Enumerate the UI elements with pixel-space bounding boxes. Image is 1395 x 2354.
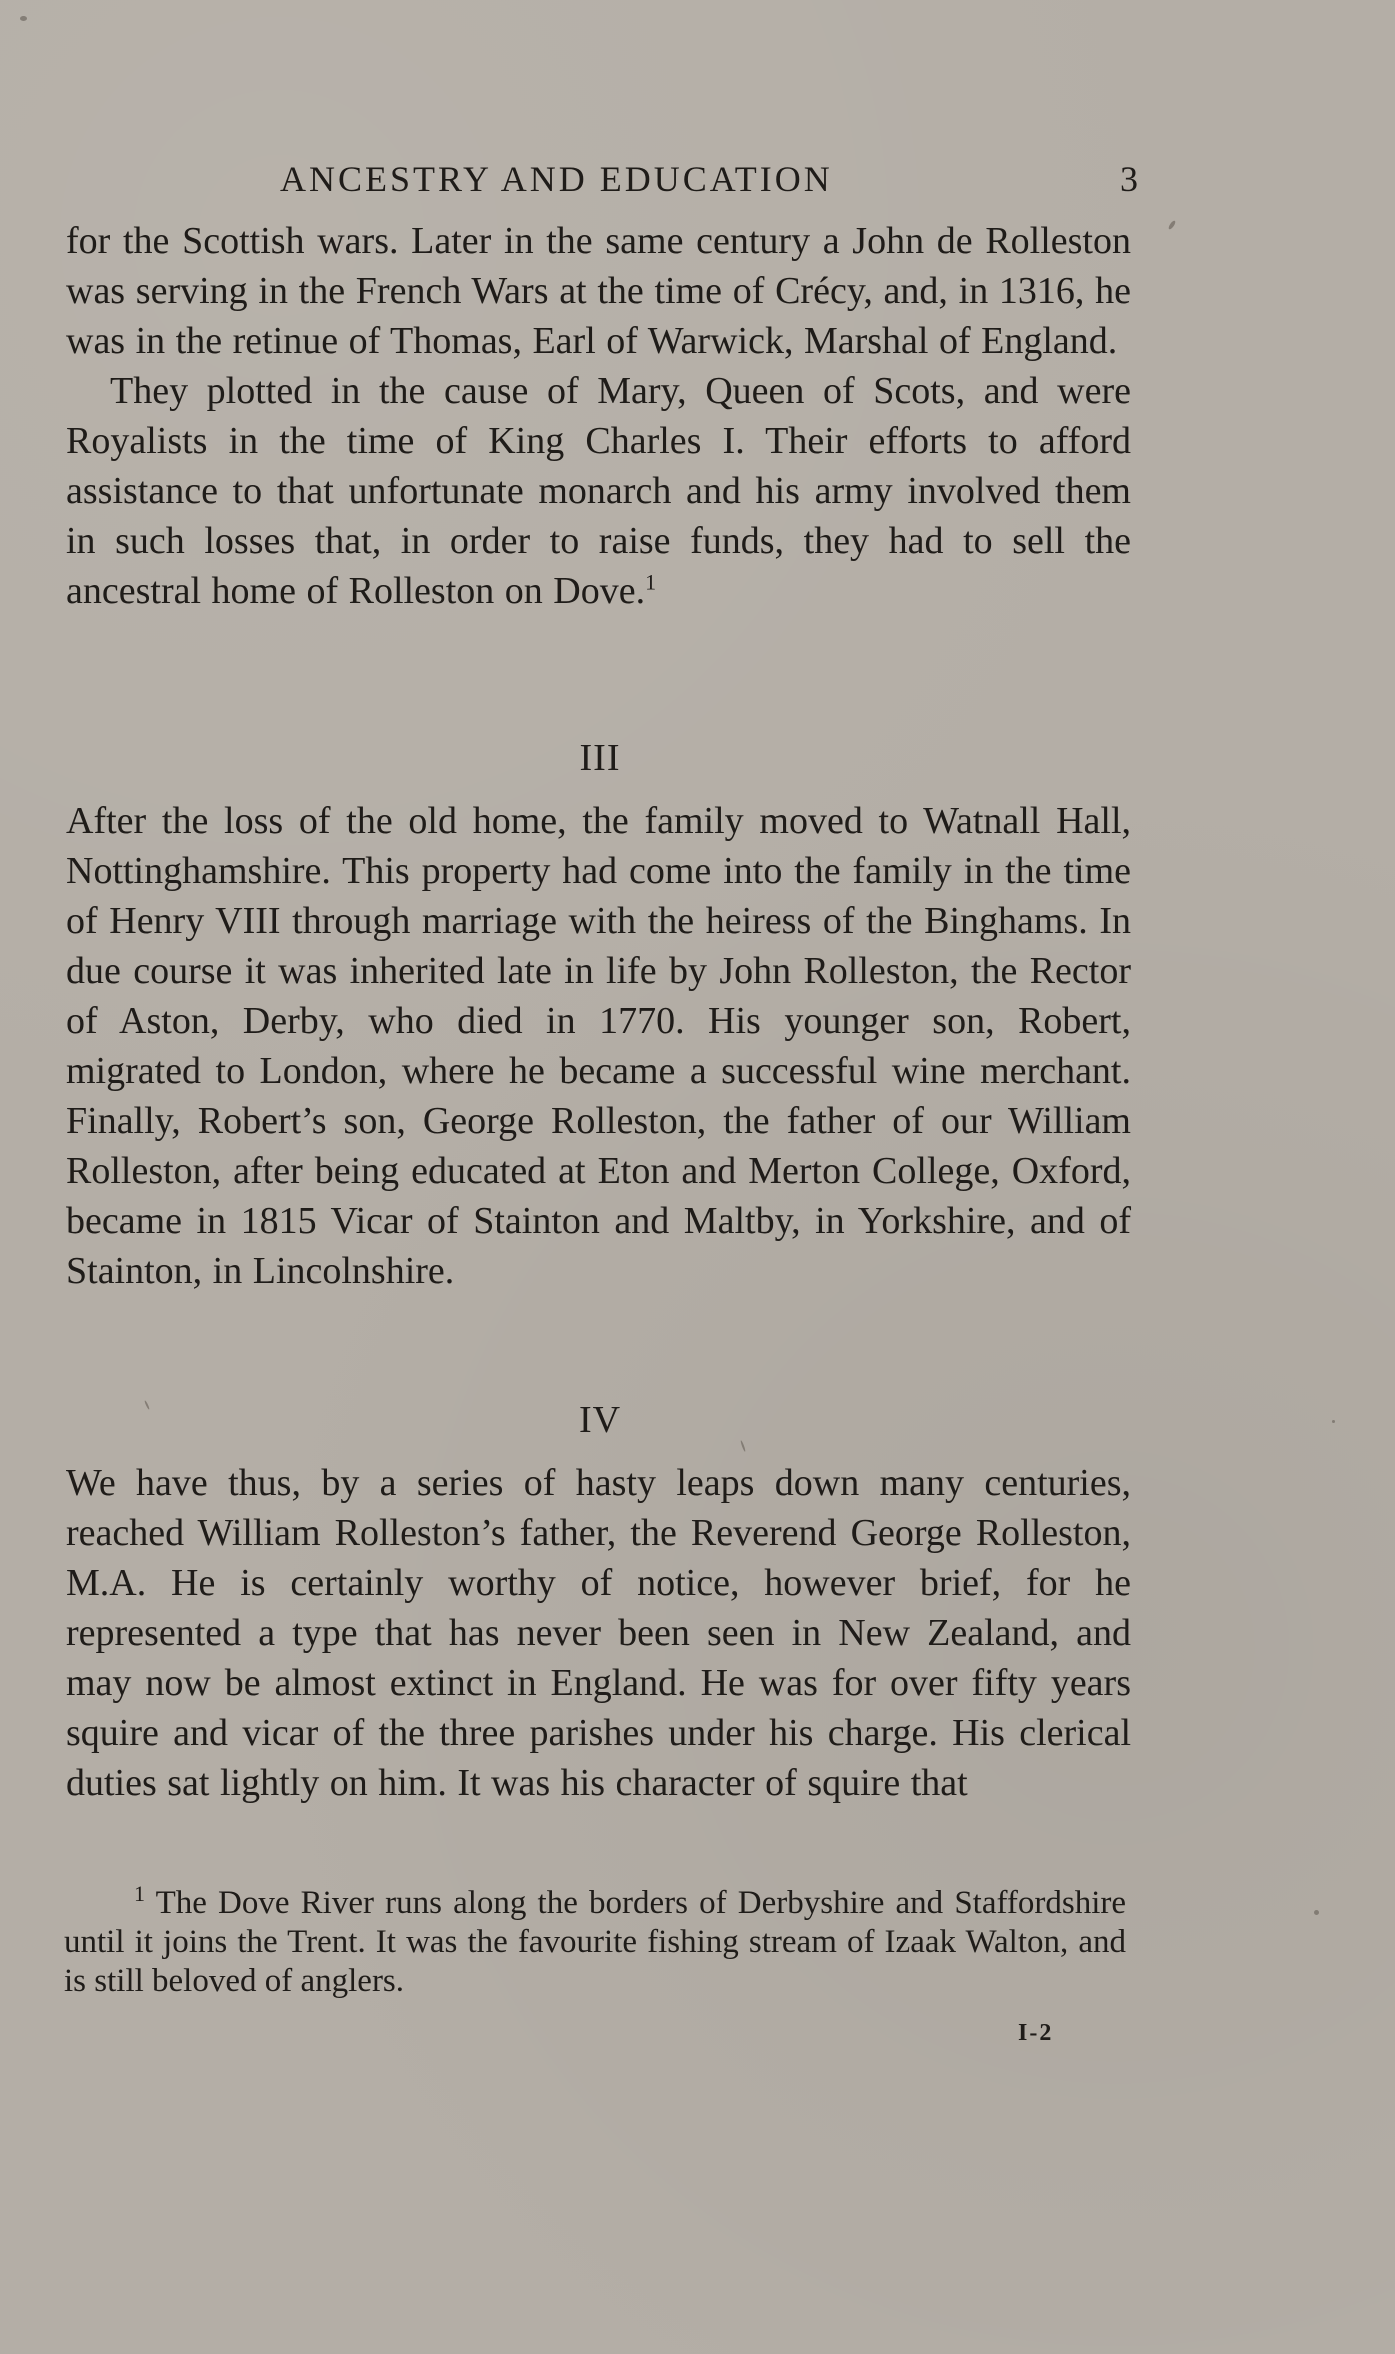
paragraph-3: After the loss of the old home, the family moved to Watnall Hall, Nottinghamshire. This property had come into the family in the time of Henry VIII through marriage with the heiress of the Binghams. In due course it was inherited late in life by John Rolleston, the Rector of Aston, Derby, who died in 1770. His younger son, Robert, migrated to London, where he became a successful wine merchant. Finally, Robert’s son, George Rolleston, the father of our William Rolleston, after being educated at Eton and Merton College, Oxford, became in 1815 Vicar of Stainton and Maltby, in Yorkshire, and of Stainton, in Lincolnshire. — [66, 800, 1131, 1292]
paper-speck — [1167, 220, 1176, 230]
footnote-marker: 1 — [134, 1881, 145, 1906]
signature-mark: I-2 — [1018, 2020, 1054, 2046]
paragraph-2-text: They plotted in the cause of Mary, Queen of Scots, and were Royalists in the time of King Charles I. Their efforts to afford assistance to that unfortunate monarch and his army involved them in such losses that, in order to raise funds, they had to sell the ancestral home of Rolleston on Dove. — [66, 370, 1131, 612]
opening-text-block — [66, 216, 1131, 616]
paper-speck — [1314, 1910, 1319, 1915]
running-title: ANCESTRY AND EDUCATION — [280, 159, 833, 199]
paper-speck — [20, 16, 27, 21]
paragraph-4: We have thus, by a series of hasty leaps down many centuries, reached William Rolleston’s father, the Reverend George Rolleston, M.A. He is certainly worthy of notice, however brief, for he represented a type that has never been seen in New Zealand, and may now be almost extinct in England. He was for over fifty years squire and vicar of the three parishes under his charge. His clerical duties sat lightly on him. It was his character of squire that — [66, 1462, 1131, 1804]
footnote-text: The Dove River runs along the borders of Derbyshire and Staffordshire until it joins the Trent. It was the favourite fishing stream of Izaak Walton, and is still beloved of anglers. — [64, 1885, 1127, 1999]
page-number: 3 — [1120, 159, 1138, 199]
section-iii-text-block — [66, 796, 1131, 1296]
footnote-block — [64, 1881, 1127, 2001]
section-heading-iv: IV — [578, 1399, 622, 1441]
paragraph-1: for the Scottish wars. Later in the same century a John de Rolleston was serving in the French Wars at the time of Crécy, and, in 1316, he was in the retinue of Thomas, Earl of Warwick, Marshal of England. — [66, 220, 1131, 362]
footnote-reference: 1 — [645, 569, 657, 595]
section-heading-iii: III — [579, 737, 621, 779]
footnote — [64, 1881, 1127, 2001]
section-iv-text-block — [66, 1458, 1131, 1808]
paragraph-2 — [66, 366, 1131, 616]
paper-speck — [1332, 1420, 1335, 1423]
